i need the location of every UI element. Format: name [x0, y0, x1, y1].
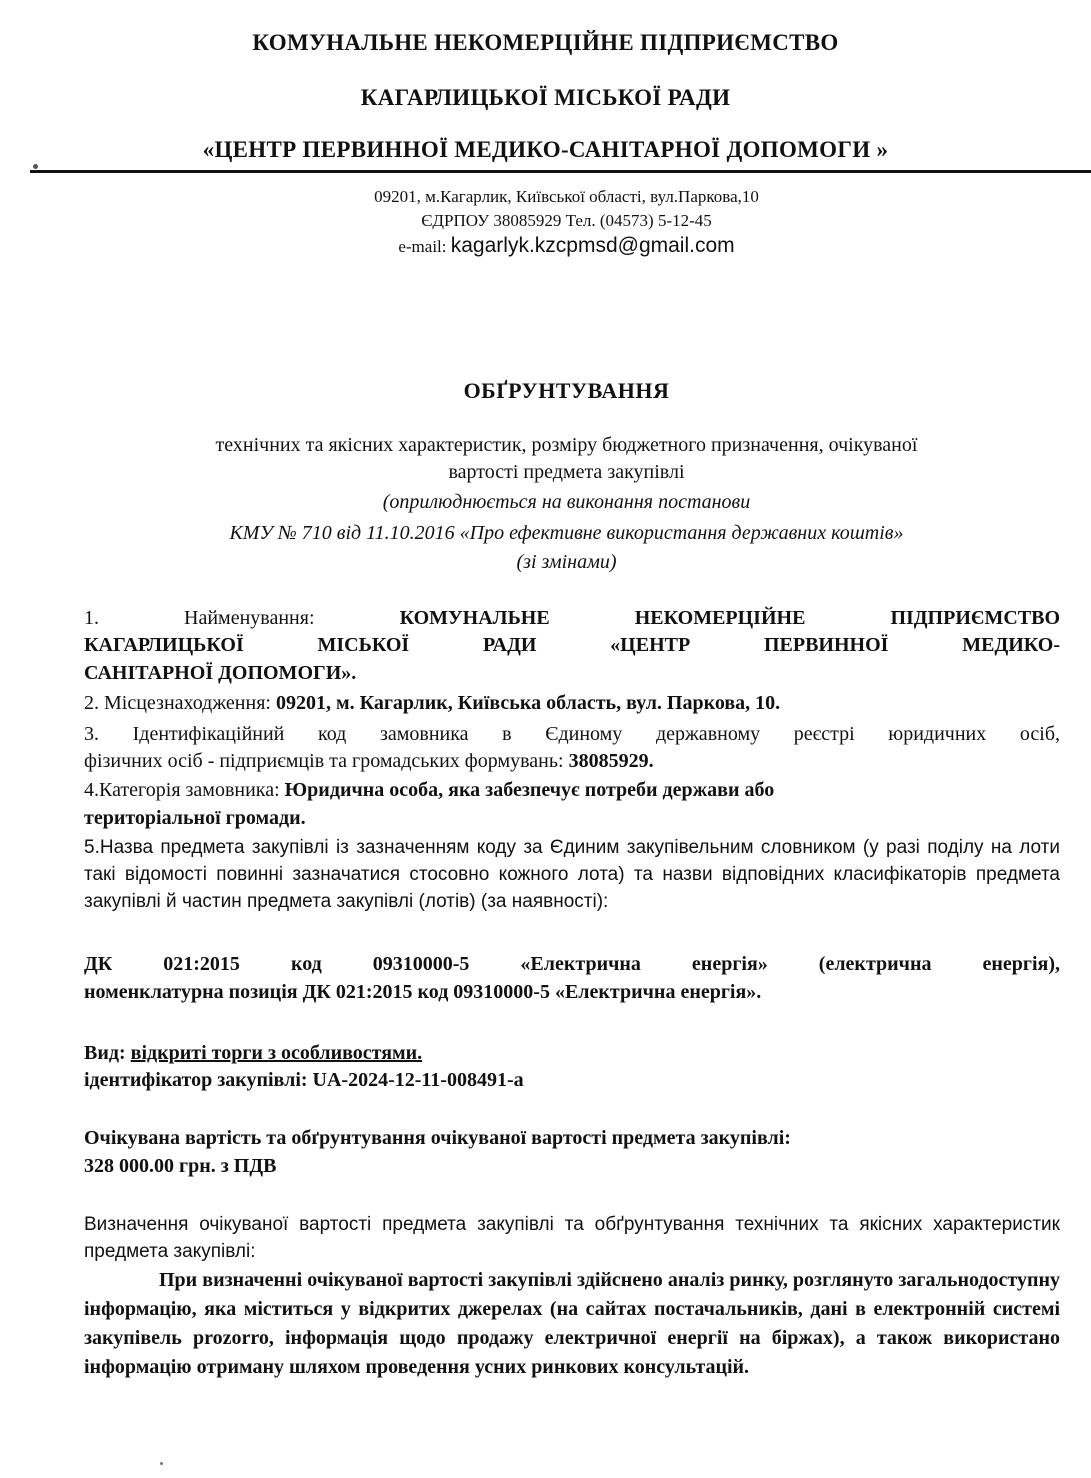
- org-name-line2: КАГАРЛИЦЬКОЇ МІСЬКОЇ РАДИ: [360, 85, 731, 110]
- item1-line3: [84, 661, 1060, 686]
- scan-speck-bottom: [160, 1462, 163, 1465]
- item3-value: 38085929.: [568, 750, 654, 772]
- subtitle-line5: (зі змінами): [516, 551, 617, 573]
- procurement-id-value: UA-2024-12-11-008491-a: [312, 1069, 524, 1091]
- expected-cost-value-text: 328 000.00 грн. з ПДВ: [84, 1155, 277, 1177]
- item5-value-a: ДК 021:2015 код 09310000-5 «Електрична енергія» (електрична енергія),: [84, 953, 1060, 975]
- item4-value-a: Юридична особа, яка забезпечує потреби держави або: [284, 779, 775, 801]
- email-value: kagarlyk.kzcpmsd@gmail.com: [450, 234, 735, 257]
- item4-line2: [84, 806, 1060, 831]
- header-divider: [30, 170, 1091, 173]
- item1-value-c: САНІТАРНОЇ ДОПОМОГИ».: [84, 662, 357, 684]
- expected-cost-heading: [84, 1126, 1060, 1151]
- item1-value-b: КАГАРЛИЦЬКОЇ МІСЬКОЇ РАДИ «ЦЕНТР ПЕРВИННОЇ МЕДИКО-: [84, 634, 1060, 656]
- org-email: [0, 234, 1091, 258]
- definition-paragraph: [84, 1266, 1060, 1382]
- item5-value-b: номенклатурна позиція ДК 021:2015 код 09310000-5 «Електрична енергія».: [84, 981, 762, 1003]
- item4-label: 4.Категорія замовника:: [84, 779, 280, 801]
- procurement-kind: [84, 1041, 1060, 1066]
- item5-line-a: [84, 952, 1060, 977]
- item3-text: фізичних осіб - підприємців та громадських формувань:: [84, 750, 564, 772]
- subtitle-line1: технічних та якісних характеристик, розміру бюджетного призначення, очікуваної: [215, 434, 918, 456]
- subtitle-line3: (оприлюднюється на виконання постанови: [382, 491, 751, 513]
- item2: [84, 691, 1060, 716]
- email-label: e-mail:: [398, 237, 447, 256]
- expected-cost-value: [84, 1154, 1060, 1179]
- scan-speck: [33, 164, 38, 169]
- item3-line1: 3. Ідентифікаційний код замовника в Єдиному державному реєстрі юридичних осіб,: [84, 723, 1060, 745]
- org-name-line1: КОМУНАЛЬНЕ НЕКОМЕРЦІЙНЕ ПІДПРИЄМСТВО: [252, 30, 839, 55]
- subtitle-line2: вартості предмета закупівлі: [448, 461, 685, 483]
- procurement-id-label: ідентифікатор закупівлі:: [84, 1069, 308, 1091]
- definition-paragraph-text: При визначенні очікуваної вартості закупівлі здійснено аналіз ринку, розглянуто загальнодоступну інформацію, яка міститься у відкритих джерелах (на сайтах постачальників, дані в електронній системі закупівель prozorro, інформація щодо продажу електричної енергії на біржах), а також використано інформацію отриману шляхом проведення усних ринкових консультацій.: [84, 1269, 1060, 1378]
- procurement-id: [84, 1068, 1060, 1093]
- item2-label: 2. Місцезнаходження:: [84, 692, 271, 714]
- expected-cost-heading-text: Очікувана вартість та обґрунтування очікуваної вартості предмета закупівлі:: [84, 1127, 791, 1149]
- item1-line1: [84, 606, 1060, 631]
- item1-label: 1. Найменування:: [84, 607, 315, 629]
- item2-value: 09201, м. Кагарлик, Київська область, вул. Паркова, 10.: [275, 692, 781, 714]
- org-registry-phone: ЄДРПОУ 38085929 Тел. (04573) 5-12-45: [421, 211, 712, 230]
- item4-line1: [84, 778, 1014, 803]
- subtitle-line4: КМУ № 710 від 11.10.2016 «Про ефективне використання державних коштів»: [229, 522, 904, 544]
- definition-intro: Визначення очікуваної вартості предмета закупівлі та обґрунтування технічних та якісних характеристик предмета закупівлі:: [84, 1214, 1060, 1262]
- item1-line2: [84, 633, 1060, 658]
- item5-line-b: [84, 980, 1060, 1005]
- procurement-kind-label: Вид:: [84, 1042, 126, 1064]
- item3-line2: [84, 749, 1060, 774]
- item5-text: 5.Назва предмета закупівлі із зазначенням коду за Єдиним закупівельним словником (у разі поділу на лоти такі відомості повинні зазначатися стосовно кожного лота) та назви відповідних класифікаторів предмета закупівлі й частин предмета закупівлі (лотів) (за наявності):: [84, 837, 1060, 912]
- document-title: ОБҐРУНТУВАННЯ: [463, 378, 670, 403]
- item1-value-a: КОМУНАЛЬНЕ НЕКОМЕРЦІЙНЕ ПІДПРИЄМСТВО: [399, 607, 1061, 629]
- item4-value-b: територіальної громади.: [84, 807, 306, 829]
- org-address: 09201, м.Кагарлик, Київської області, вул.Паркова,10: [374, 187, 759, 206]
- procurement-kind-value: відкриті торги з особливостями.: [130, 1042, 423, 1064]
- org-name-line3: «ЦЕНТР ПЕРВИННОЇ МЕДИКО-САНІТАРНОЇ ДОПОМОГИ »: [202, 137, 889, 162]
